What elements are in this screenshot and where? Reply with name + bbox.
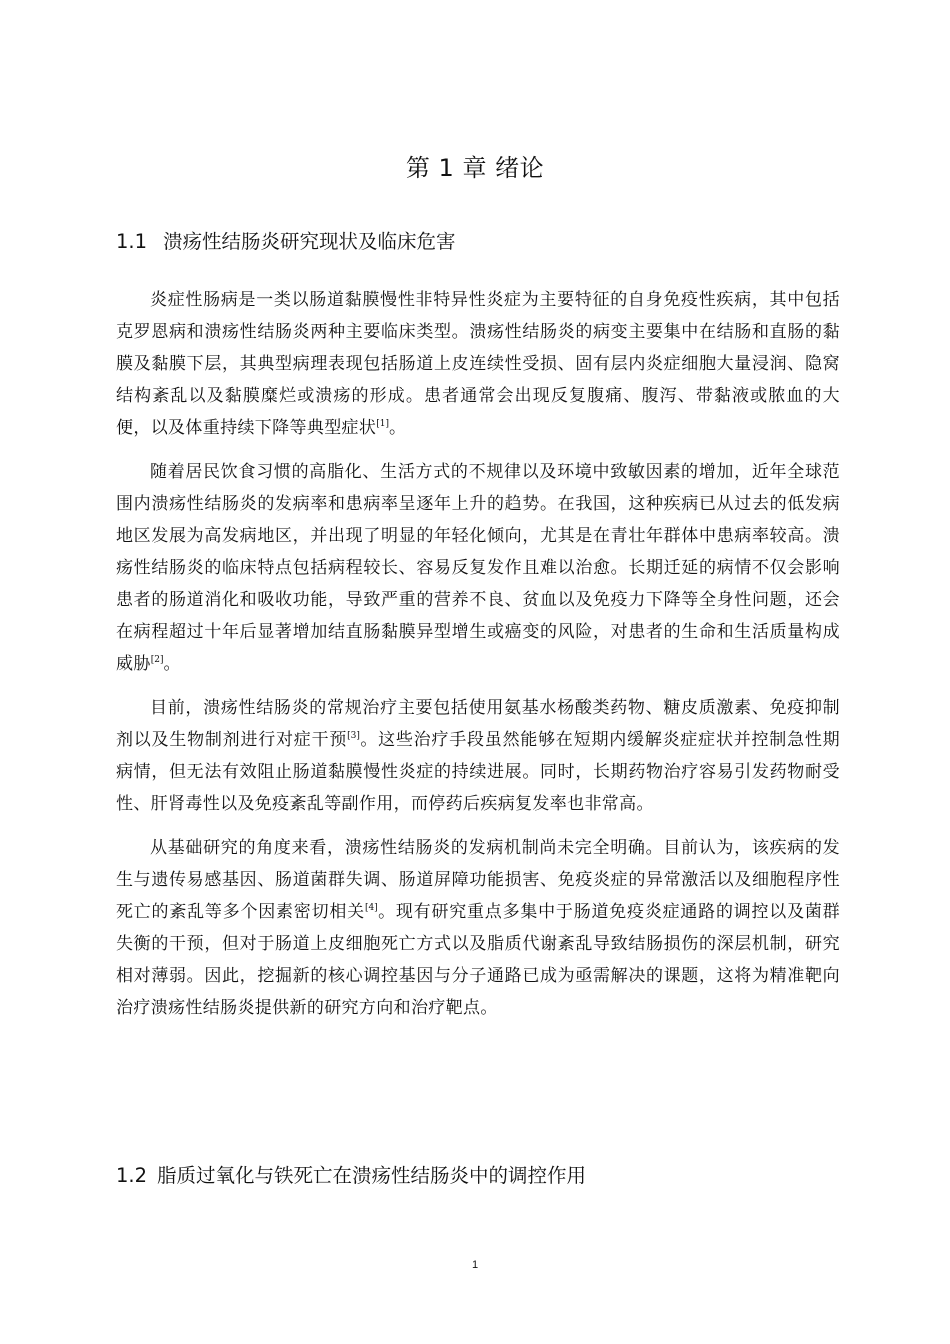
paragraph-text-tail: 。 — [389, 418, 407, 438]
page-number: 1 — [471, 1259, 479, 1271]
section-title-text: 脂质过氧化与铁死亡在溃疡性结肠炎中的调控作用 — [157, 1164, 587, 1187]
paragraph — [116, 456, 840, 680]
paragraph-text: 目前，溃疡性结肠炎的常规治疗主要包括使用氨基水杨酸类药物、糖皮质激素、免疫抑制剂以及生物制剂进行对症干预 — [116, 698, 840, 750]
section-heading-1-2 — [116, 1160, 586, 1188]
paragraph-text: 炎症性肠病是一类以肠道黏膜慢性非特异性炎症为主要特征的自身免疫性疾病，其中包括克罗恩病和溃疡性结肠炎两种主要临床类型。溃疡性结肠炎的病变主要集中在结肠和直肠的黏膜及黏膜下层，其典型病理表现包括肠道上皮连续性受损、固有层内炎症细胞大量浸润、隐窝结构紊乱以及黏膜糜烂或溃疡的形成。患者通常会出现反复腹痛、腹泻、带黏液或脓血的大便，以及体重持续下降等典型症状 — [116, 290, 840, 438]
paragraph — [116, 284, 840, 444]
paragraph-text-tail: 。 — [163, 654, 181, 674]
citation-ref: [1] — [376, 419, 389, 429]
paragraph-text-tail: 。现有研究重点多集中于肠道免疫炎症通路的调控以及菌群失衡的干预，但对于肠道上皮细胞死亡方式以及脂质代谢紊乱导致结肠损伤的深层机制，研究相对薄弱。因此，挖掘新的核心调控基因与分子通路已成为亟需解决的课题，这将为精准靶向治疗溃疡性结肠炎提供新的研究方向和治疗靶点。 — [116, 902, 840, 1018]
citation-ref: [3] — [347, 731, 360, 741]
citation-ref: [2] — [150, 655, 164, 665]
body-text — [116, 284, 840, 1036]
paragraph — [116, 832, 840, 1024]
citation-ref: [4] — [364, 903, 378, 913]
paragraph — [116, 692, 840, 820]
paragraph-text-tail: 。这些治疗手段虽然能够在短期内缓解炎症症状并控制急性期病情，但无法有效阻止肠道黏膜慢性炎症的持续进展。同时，长期药物治疗容易引发药物耐受性、肝肾毒性以及免疫紊乱等副作用，而停药后疾病复发率也非常高。 — [116, 730, 840, 814]
section-number: 1.1 — [116, 230, 148, 253]
section-heading-1-1 — [116, 226, 456, 254]
paragraph-text: 随着居民饮食习惯的高脂化、生活方式的不规律以及环境中致敏因素的增加，近年全球范围内溃疡性结肠炎的发病率和患病率呈逐年上升的趋势。在我国，这种疾病已从过去的低发病地区发展为高发病地区，并出现了明显的年轻化倾向，尤其是在青壮年群体中患病率较高。溃疡性结肠炎的临床特点包括病程较长、容易反复发作且难以治愈。长期迁延的病情不仅会影响患者的肠道消化和吸收功能，导致严重的营养不良、贫血以及免疫力下降等全身性问题，还会在病程超过十年后显著增加结直肠黏膜异型增生或癌变的风险，对患者的生命和生活质量构成威胁 — [116, 462, 840, 674]
chapter-title: 第 1 章 绪论 — [405, 154, 545, 182]
section-title-text: 溃疡性结肠炎研究现状及临床危害 — [163, 230, 456, 253]
section-number: 1.2 — [116, 1164, 148, 1187]
paragraph-text: 从基础研究的角度来看，溃疡性结肠炎的发病机制尚未完全明确。目前认为，该疾病的发生与遗传易感基因、肠道菌群失调、肠道屏障功能损害、免疫炎症的异常激活以及细胞程序性死亡的紊乱等多个因素密切相关 — [116, 838, 840, 922]
